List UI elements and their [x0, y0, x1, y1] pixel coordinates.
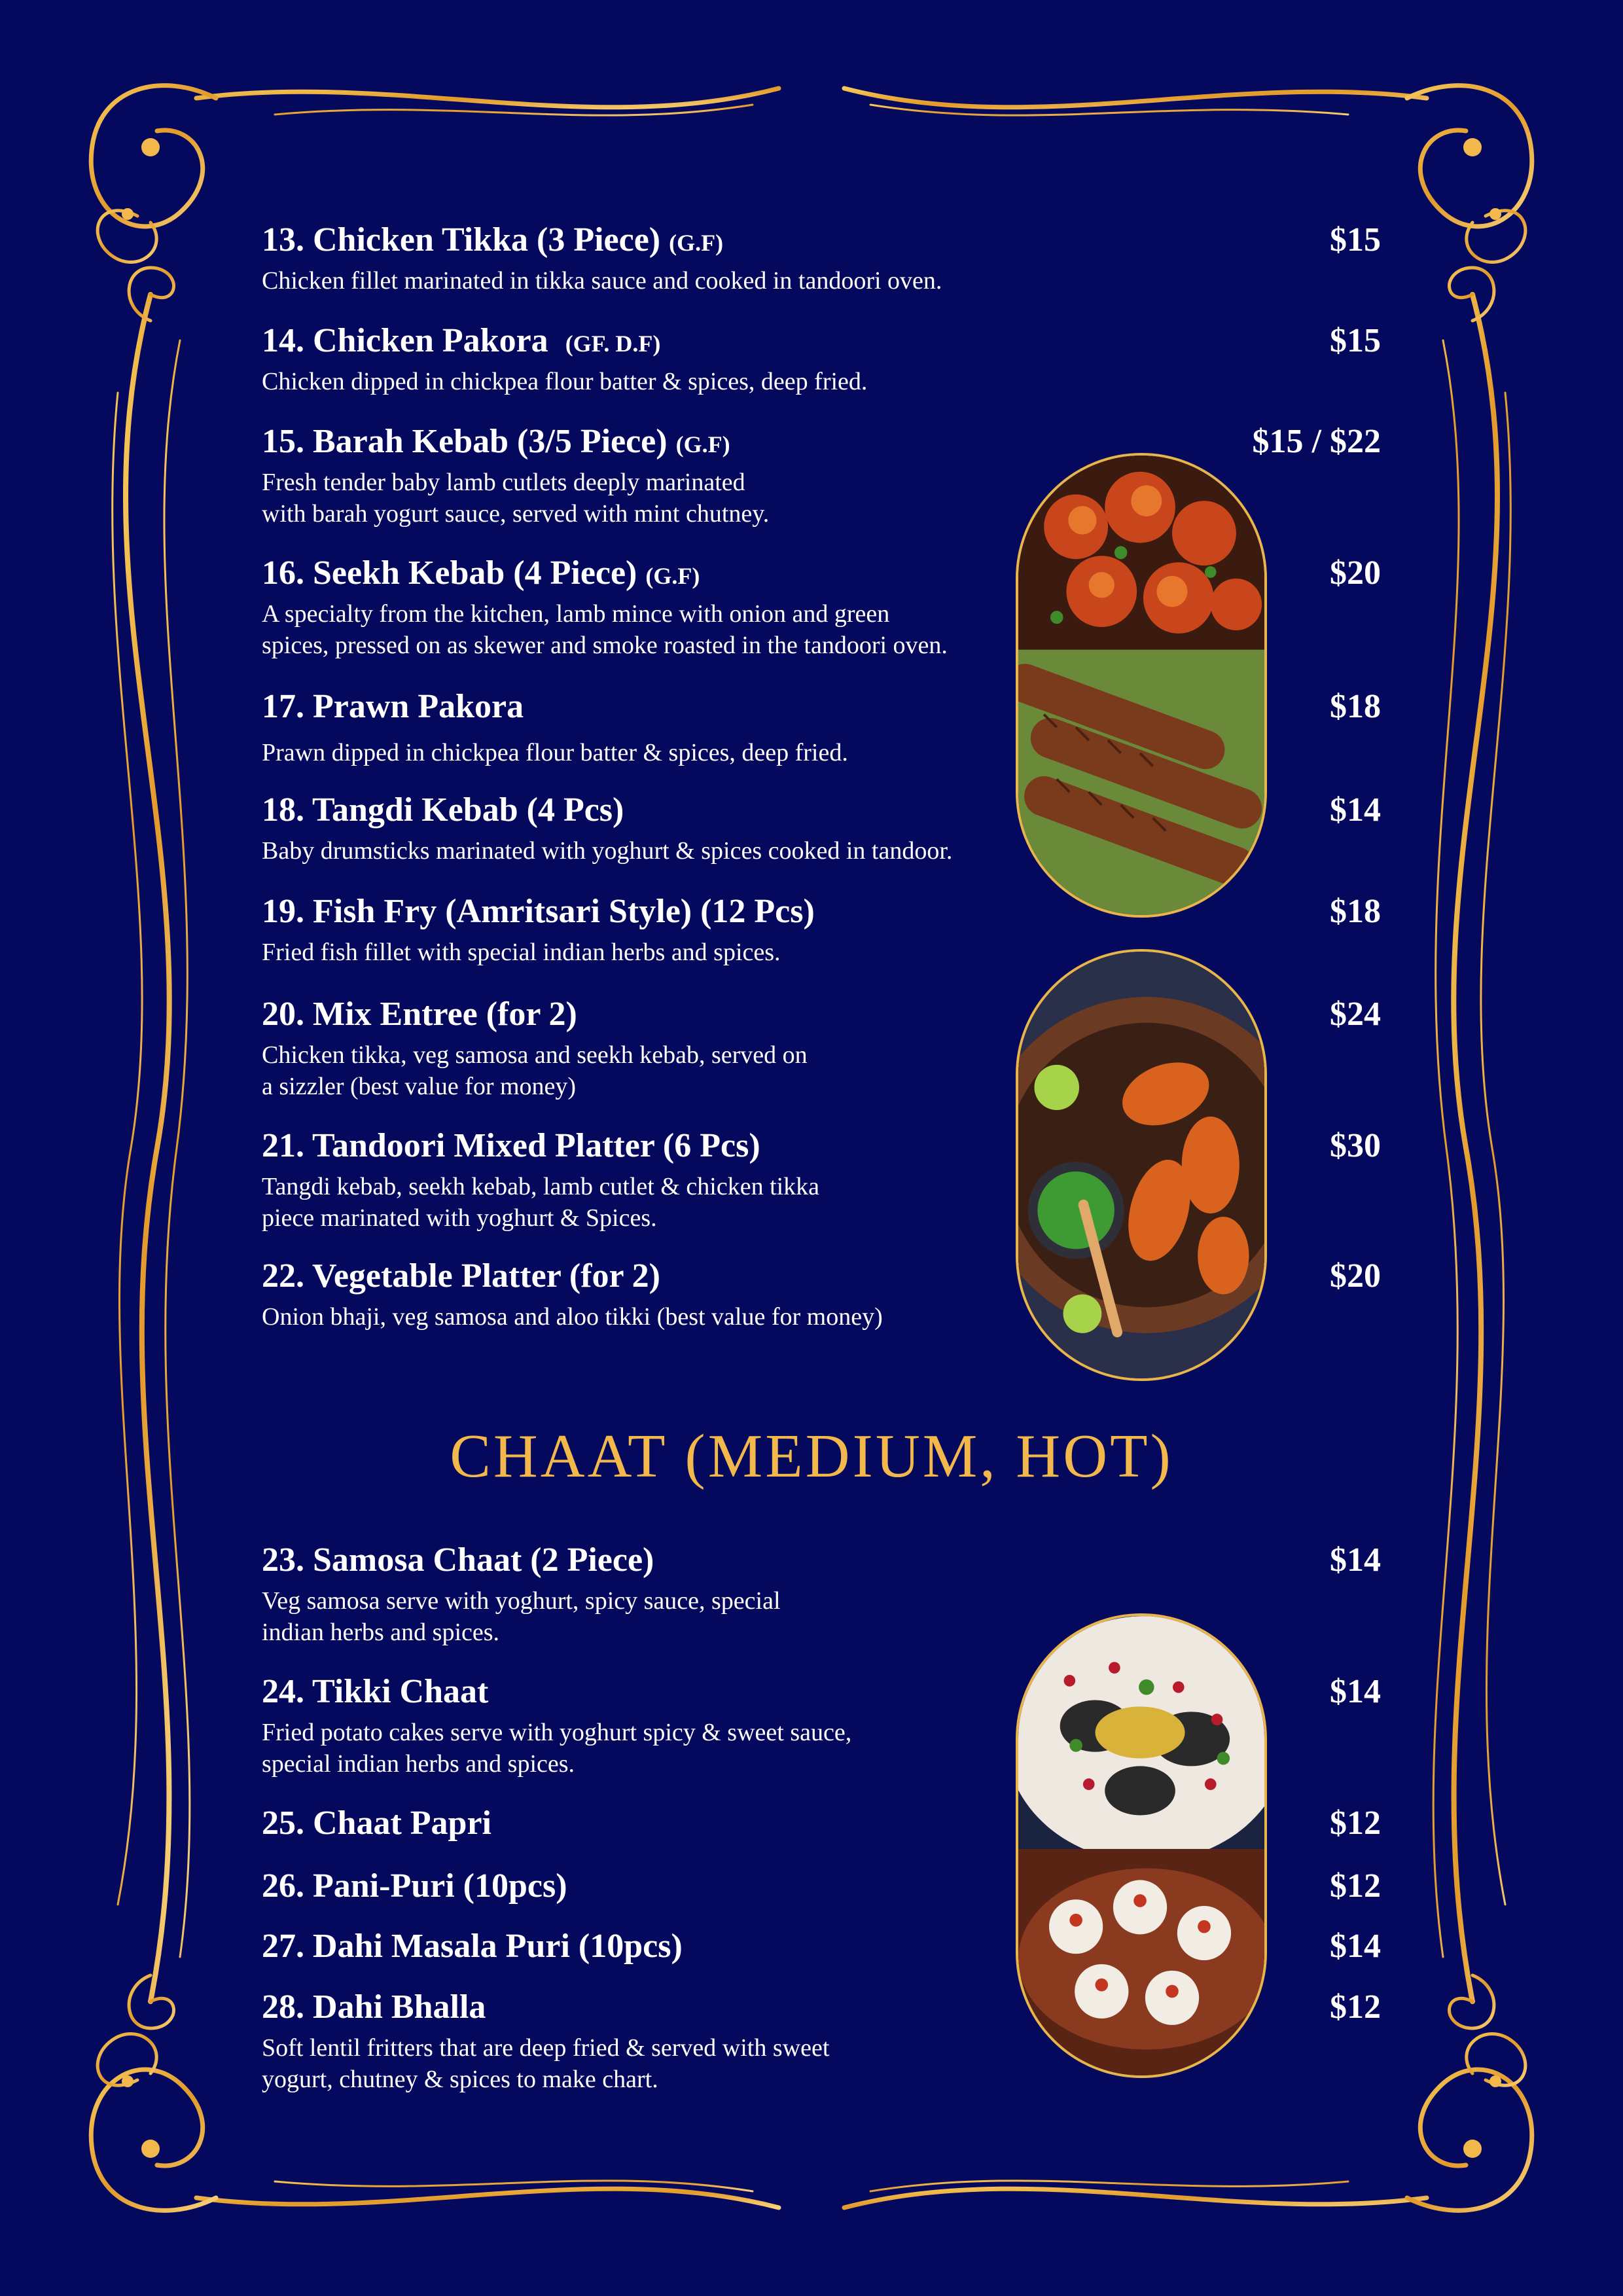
item-name: 19. Fish Fry (Amritsari Style) (12 Pcs) — [262, 893, 815, 930]
item-price: $15 — [1330, 221, 1381, 259]
item-tag: (G.F) — [675, 431, 730, 457]
item-price: $24 — [1330, 996, 1381, 1033]
item-description: Soft lentil fritters that are deep fried & served with sweet yogurt, chutney & spices to make chart. — [262, 2034, 830, 2093]
item-price: $15 — [1330, 322, 1381, 359]
item-name: 17. Prawn Pakora — [262, 688, 524, 725]
menu-item — [262, 319, 1381, 397]
item-price: $14 — [1330, 1541, 1381, 1579]
menu-item — [262, 1985, 1381, 2095]
item-name: 23. Samosa Chaat (2 Piece) — [262, 1541, 654, 1579]
item-price: $14 — [1330, 791, 1381, 829]
item-name: 27. Dahi Masala Puri (10pcs) — [262, 1928, 683, 1965]
item-price: $14 — [1330, 1928, 1381, 1965]
item-tag: (GF. D.F) — [565, 331, 661, 357]
item-description: Fried fish fillet with special indian herbs and spices. — [262, 939, 781, 966]
item-description: Prawn dipped in chickpea flour batter & spices, deep fried. — [262, 739, 848, 766]
item-name: 24. Tikki Chaat — [262, 1673, 489, 1710]
item-description: A specialty from the kitchen, lamb mince with onion and green spices, pressed on as skewer and smoke roasted in the tandoori oven. — [262, 600, 948, 659]
item-price: $20 — [1330, 554, 1381, 592]
item-price: $20 — [1330, 1257, 1381, 1295]
item-name: 13. Chicken Tikka (3 Piece) (G.F) — [262, 221, 724, 259]
item-name: 20. Mix Entree (for 2) — [262, 996, 577, 1033]
item-description: Tangdi kebab, seekh kebab, lamb cutlet & chicken tikka piece marinated with yoghurt & Spices. — [262, 1173, 820, 1232]
menu-item — [262, 889, 1381, 968]
menu-item — [262, 218, 1381, 296]
menu-item — [262, 1538, 1381, 1648]
item-name: 22. Vegetable Platter (for 2) — [262, 1257, 660, 1295]
menu-item — [262, 420, 1381, 529]
item-description: Fried potato cakes serve with yoghurt spicy & sweet sauce, special indian herbs and spices. — [262, 1719, 852, 1778]
item-description: Chicken tikka, veg samosa and seekh kebab, served on a sizzler (best value for money) — [262, 1041, 808, 1100]
section-title-chaat: CHAAT (MEDIUM, HOT) — [450, 1422, 1173, 1490]
menu-item — [262, 992, 1381, 1102]
item-tag: (G.F) — [645, 563, 700, 589]
menu-item — [262, 1864, 1381, 1909]
menu-item — [262, 1670, 1381, 1780]
item-description: Veg samosa serve with yoghurt, spicy sauce, special indian herbs and spices. — [262, 1587, 781, 1646]
menu-item — [262, 685, 1381, 768]
menu-item — [262, 788, 1381, 867]
item-name: 16. Seekh Kebab (4 Piece) (G.F) — [262, 554, 700, 592]
item-price: $18 — [1330, 688, 1381, 725]
item-name: 28. Dahi Bhalla — [262, 1988, 486, 2026]
item-name: 18. Tangdi Kebab (4 Pcs) — [262, 791, 624, 829]
item-name: 15. Barah Kebab (3/5 Piece) (G.F) — [262, 423, 730, 460]
item-price: $12 — [1330, 1804, 1381, 1842]
menu-item — [262, 551, 1381, 661]
item-price: $14 — [1330, 1673, 1381, 1710]
item-name: 26. Pani-Puri (10pcs) — [262, 1867, 567, 1905]
menu-item — [262, 1801, 1381, 1846]
item-description: Chicken dipped in chickpea flour batter & spices, deep fried. — [262, 368, 868, 395]
item-name: 25. Chaat Papri — [262, 1804, 491, 1842]
item-description: Fresh tender baby lamb cutlets deeply marinated with barah yogurt sauce, served with mint chutney. — [262, 469, 770, 528]
item-description: Baby drumsticks marinated with yoghurt & spices cooked in tandoor. — [262, 837, 953, 865]
item-name: 14. Chicken Pakora (GF. D.F) — [262, 322, 661, 359]
item-name: 21. Tandoori Mixed Platter (6 Pcs) — [262, 1127, 760, 1164]
item-description: Chicken fillet marinated in tikka sauce and cooked in tandoori oven. — [262, 267, 942, 295]
item-price: $15 / $22 — [1252, 423, 1381, 460]
menu-item — [262, 1254, 1381, 1333]
item-tag: (G.F) — [669, 230, 724, 256]
item-price: $18 — [1330, 893, 1381, 930]
item-price: $12 — [1330, 1988, 1381, 2026]
item-description: Onion bhaji, veg samosa and aloo tikki (best value for money) — [262, 1303, 883, 1331]
item-price: $12 — [1330, 1867, 1381, 1905]
item-price: $30 — [1330, 1127, 1381, 1164]
menu-item — [262, 1124, 1381, 1234]
menu-item — [262, 1924, 1381, 1969]
